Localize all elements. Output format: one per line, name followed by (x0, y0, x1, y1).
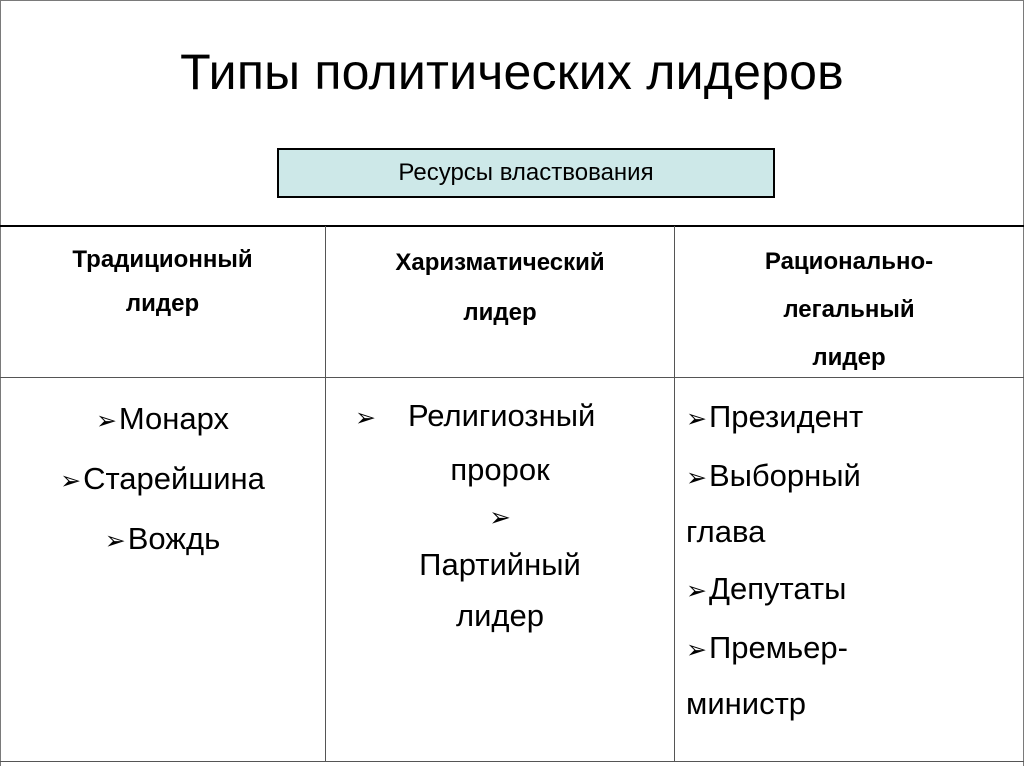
list-item: ➢Премьер- министр (686, 621, 1016, 731)
column-items-rational-legal (686, 390, 1016, 734)
list-item: ➢Старейшина (0, 450, 325, 510)
table-top-border (0, 225, 1024, 227)
list-item: ➢Монарх (0, 390, 325, 450)
list-item-continuation: лидер (456, 598, 544, 633)
header-line: лидер (125, 290, 200, 317)
column-items-charismatic (335, 390, 665, 641)
arrowhead-bullet-icon: ➢ (686, 636, 707, 664)
list-item-continuation: пророк (450, 452, 550, 487)
column-items-traditional (0, 390, 325, 570)
arrowhead-bullet-icon: ➢ (686, 464, 707, 492)
arrowhead-bullet-icon: ➢ (95, 407, 117, 435)
list-item: ➢Депутаты (686, 562, 1016, 618)
column-header-rational-legal (684, 238, 1014, 382)
header-line: лидер (812, 344, 886, 371)
header-line: лидер (463, 299, 537, 326)
column-header-charismatic (335, 238, 665, 338)
arrowhead-bullet-icon: ➢ (686, 405, 707, 433)
arrowhead-bullet-icon: ➢ (60, 467, 82, 495)
header-line: Харизматический (395, 249, 605, 276)
list-item: ➢Вождь (0, 510, 325, 570)
header-line: Традиционный (72, 246, 253, 273)
arrowhead-bullet-icon: ➢ (104, 527, 126, 555)
column-header-traditional (10, 238, 315, 326)
list-item: ➢Выборный глава (686, 449, 1016, 559)
list-item: Партийный (419, 547, 581, 582)
arrowhead-bullet-icon: ➢ (489, 502, 511, 532)
table-column-divider-2 (674, 226, 675, 762)
list-item: ➢Президент (686, 390, 1016, 446)
table-column-divider-1 (325, 226, 326, 762)
header-line: Рационально- (764, 248, 934, 275)
list-item: ➢ Религиозный (335, 390, 665, 444)
arrowhead-bullet-icon: ➢ (355, 404, 376, 432)
resource-box: Ресурсы властвования (277, 148, 775, 198)
slide-title: Типы политических лидеров (180, 44, 844, 100)
table-bottom-border (0, 761, 1024, 762)
arrowhead-bullet-icon: ➢ (686, 577, 707, 605)
header-line: легальный (783, 296, 915, 323)
